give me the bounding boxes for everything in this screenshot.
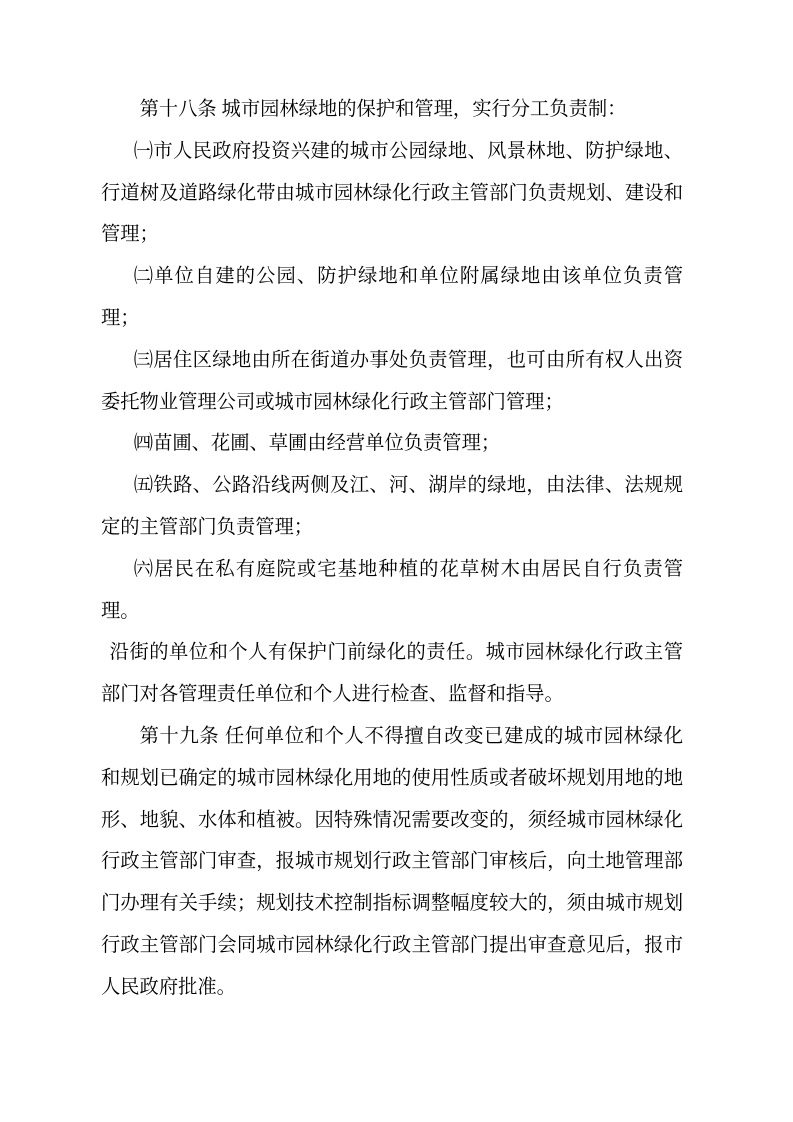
article-18-item-5: ㈤铁路、公路沿线两侧及江、河、湖岸的绿地，由法律、法规规定的主管部门负责管理； <box>101 475 683 538</box>
article-18-item-4: ㈣苗圃、花圃、草圃由经营单位负责管理； <box>133 433 501 455</box>
street-frontage-responsibility-paragraph: 沿街的单位和个人有保护门前绿化的责任。城市园林绿化行政主管部门对各管理责任单位和个人进行检查、监督和指导。 <box>101 642 683 706</box>
article-18-item-3: ㈢居住区绿地由所在街道办事处负责管理，也可由所有权人出资委托物业管理公司或城市园林绿化行政主管部门管理； <box>101 349 683 413</box>
article-19-paragraph: 第十九条 任何单位和个人不得擅自改变已建成的城市园林绿化和规划已确定的城市园林绿化用地的使用性质或者破坏规划用地的地形、地貌、水体和植被。因特殊情况需要改变的，须经城市园林绿化行政主管部门审查，报城市规划行政主管部门审核后，向土地管理部门办理有关手续；规划技术控制指标调整幅度较大的，须由城市规划行政主管部门会同城市园林绿化行政主管部门提出审查意见后，报市人民政府批准。 <box>101 725 683 998</box>
article-18-item-2: ㈡单位自建的公园、防护绿地和单位附属绿地由该单位负责管理； <box>101 266 683 329</box>
document-text-block <box>101 89 683 1009</box>
article-18-item-6: ㈥居民在私有庭院或宅基地种植的花草树木由居民自行负责管理。 <box>101 558 683 622</box>
article-18-item-1: ㈠市人民政府投资兴建的城市公园绿地、风景林地、防护绿地、行道树及道路绿化带由城市园林绿化行政主管部门负责规划、建设和管理； <box>101 140 683 246</box>
article-18-heading-paragraph: 第十八条 城市园林绿地的保护和管理，实行分工负责制： <box>139 99 627 120</box>
